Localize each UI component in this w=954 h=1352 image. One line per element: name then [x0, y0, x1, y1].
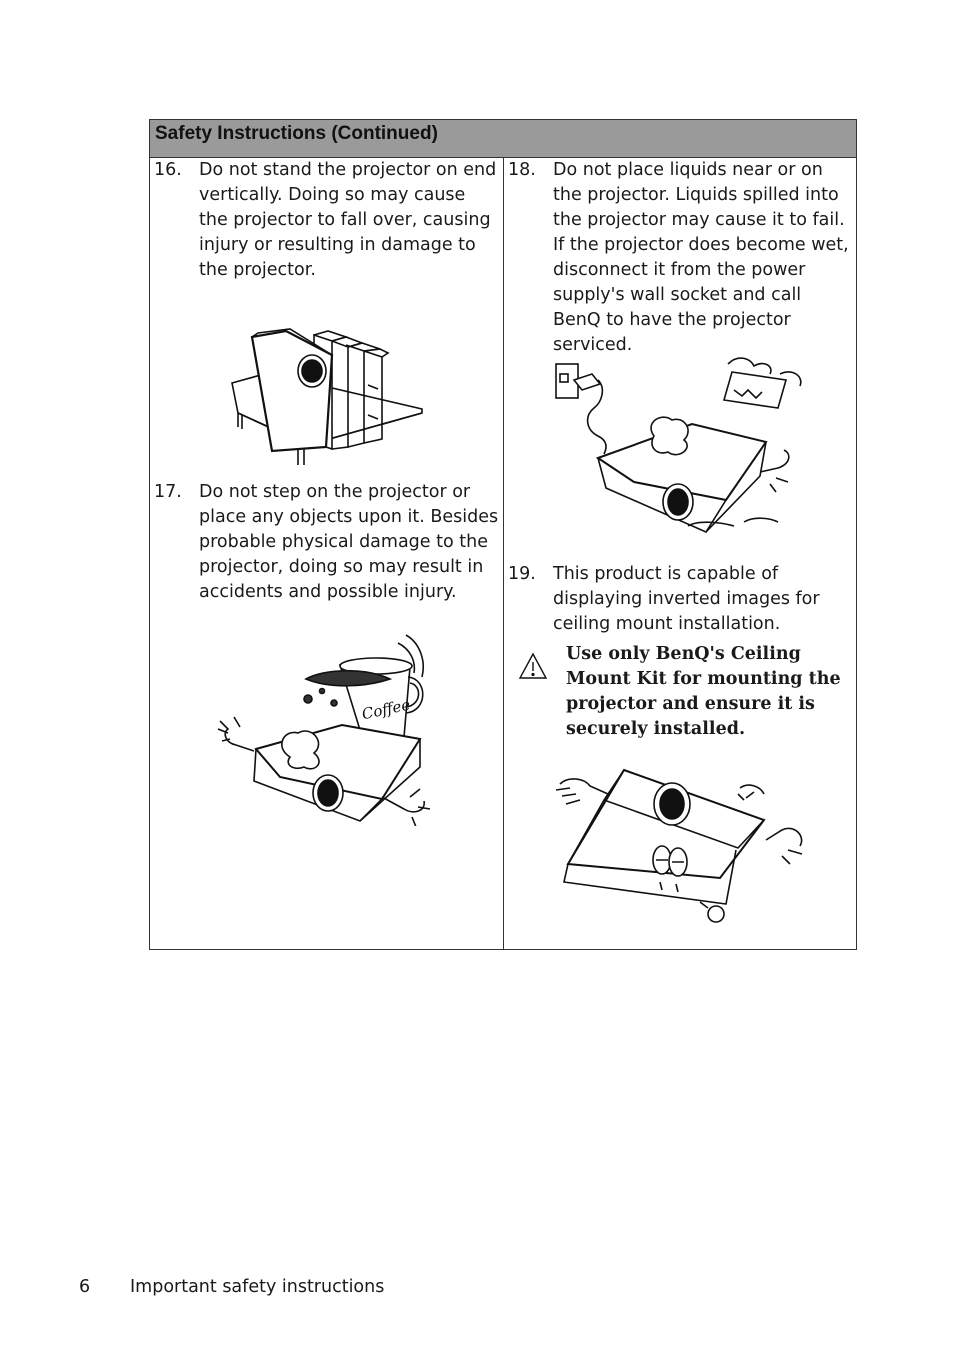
projector-on-end-illustration: [228, 295, 428, 470]
warning-text: Use only BenQ's Ceiling Mount Kit for mounting the projector and ensure it is securely installed.: [566, 644, 841, 739]
ceiling-mounted-projector-illustration: [550, 764, 814, 940]
item-number: 17.: [154, 482, 182, 502]
instruction-19: [508, 562, 856, 642]
right-column: [504, 158, 856, 949]
item-text: Do not place liquids near or on the projector. Liquids spilled into the projector may cause it to fail. If the projector does become wet, disconnect it from the power supply's wall socket and call BenQ to have the projector serviced.: [553, 160, 849, 355]
coffee-label: Coffee: [360, 695, 412, 724]
warning-triangle-icon: [518, 652, 548, 680]
instruction-17: [154, 480, 502, 610]
instruction-18: [508, 158, 856, 355]
wet-projector-illustration: [548, 350, 812, 540]
instruction-16: [154, 158, 502, 288]
item-text: Do not step on the projector or place any objects upon it. Besides probable physical damage to the projector, doing so may result in accidents and possible injury.: [199, 482, 499, 602]
page-number: 6: [79, 1277, 91, 1297]
item-text: This product is capable of displaying inverted images for ceiling mount installation.: [553, 564, 820, 634]
left-column: [150, 158, 504, 949]
footer-section-title: Important safety instructions: [130, 1277, 385, 1297]
projector-with-coffee-illustration: [214, 621, 444, 826]
item-text: Do not stand the projector on end vertically. Doing so may cause the projector to fall over, causing injury or resulting in damage to the projector.: [199, 160, 497, 280]
safety-instructions-table: [149, 119, 857, 950]
table-header: Safety Instructions (Continued): [150, 120, 856, 158]
item-number: 19.: [508, 564, 536, 584]
item-number: 18.: [508, 160, 536, 180]
item-number: 16.: [154, 160, 182, 180]
